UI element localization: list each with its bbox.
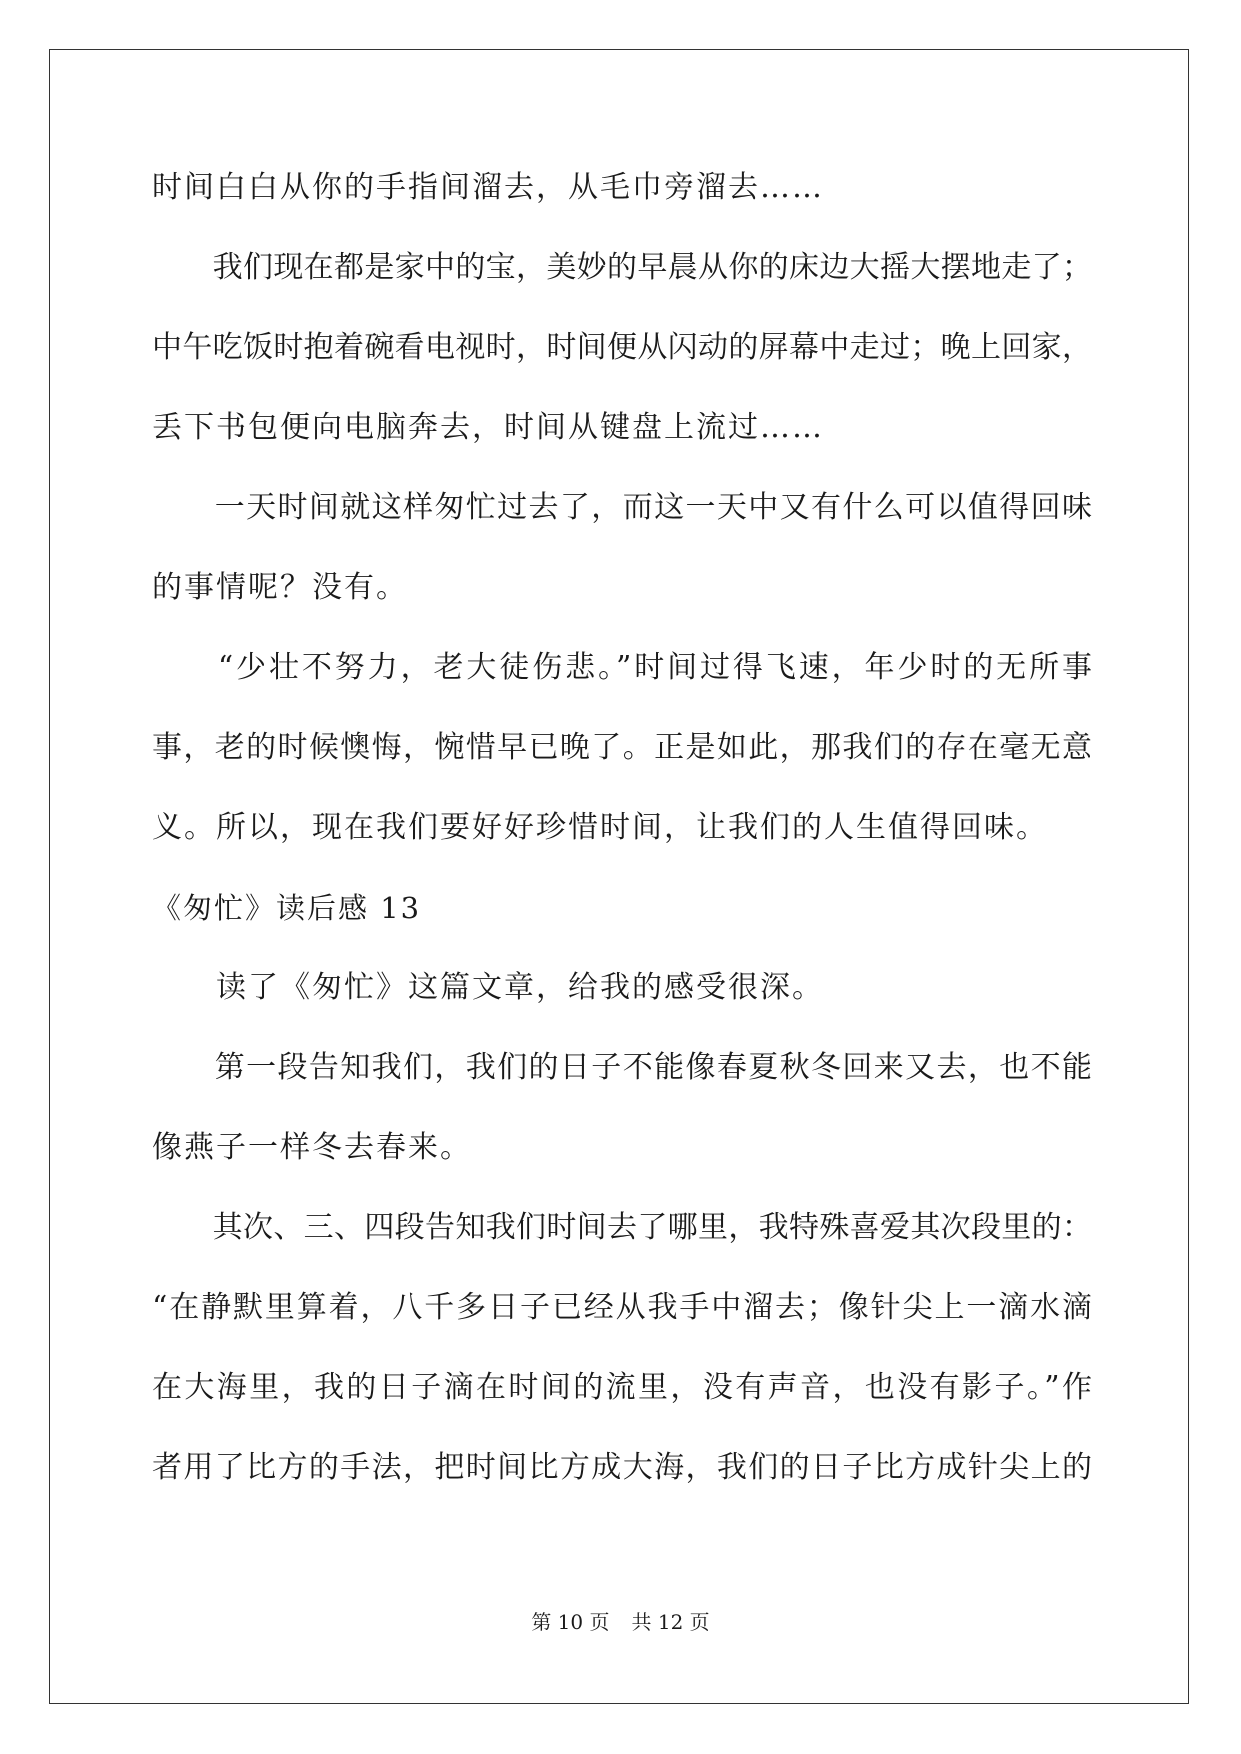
text-line: 其次、三、四段告知我们时间去了哪里，我特殊喜爱其次段里的： [152, 1210, 1092, 1245]
text-line: 时间白白从你的手指间溜去，从毛巾旁溜去…… [152, 170, 824, 205]
text-line: 的事情呢？没有。 [152, 570, 408, 605]
section-heading: 《匆忙》读后感 13 [152, 891, 422, 925]
current-page-label: 第 10 页 [531, 1610, 610, 1634]
text-line: 第一段告知我们，我们的日子不能像春夏秋冬回来又去，也不能 [152, 1050, 1092, 1085]
text-line: 事，老的时候懊悔，惋惜早已晚了。正是如此，那我们的存在毫无意 [152, 730, 1092, 765]
text-line: “在静默里算着，八千多日子已经从我手中溜去；像针尖上一滴水滴 [152, 1290, 1092, 1325]
text-line: 者用了比方的手法，把时间比方成大海，我们的日子比方成针尖上的 [152, 1450, 1092, 1485]
text-line: 读了《匆忙》这篇文章，给我的感受很深。 [152, 970, 824, 1005]
page-footer [0, 1608, 1241, 1636]
text-line: 像燕子一样冬去春来。 [152, 1130, 472, 1165]
text-line: 中午吃饭时抱着碗看电视时，时间便从闪动的屏幕中走过；晚上回家， [152, 330, 1092, 365]
text-line: “少壮不努力，老大徒伤悲。”时间过得飞速，年少时的无所事 [152, 650, 1092, 685]
text-line: 我们现在都是家中的宝，美妙的早晨从你的床边大摇大摆地走了； [152, 250, 1092, 285]
text-line: 一天时间就这样匆忙过去了，而这一天中又有什么可以值得回味 [152, 490, 1092, 525]
text-line: 在大海里，我的日子滴在时间的流里，没有声音，也没有影子。”作 [152, 1370, 1092, 1405]
text-line: 义。所以，现在我们要好好珍惜时间，让我们的人生值得回味。 [152, 810, 1048, 845]
text-line: 丢下书包便向电脑奔去，时间从键盘上流过…… [152, 410, 824, 445]
total-pages-label: 共 12 页 [631, 1610, 710, 1634]
